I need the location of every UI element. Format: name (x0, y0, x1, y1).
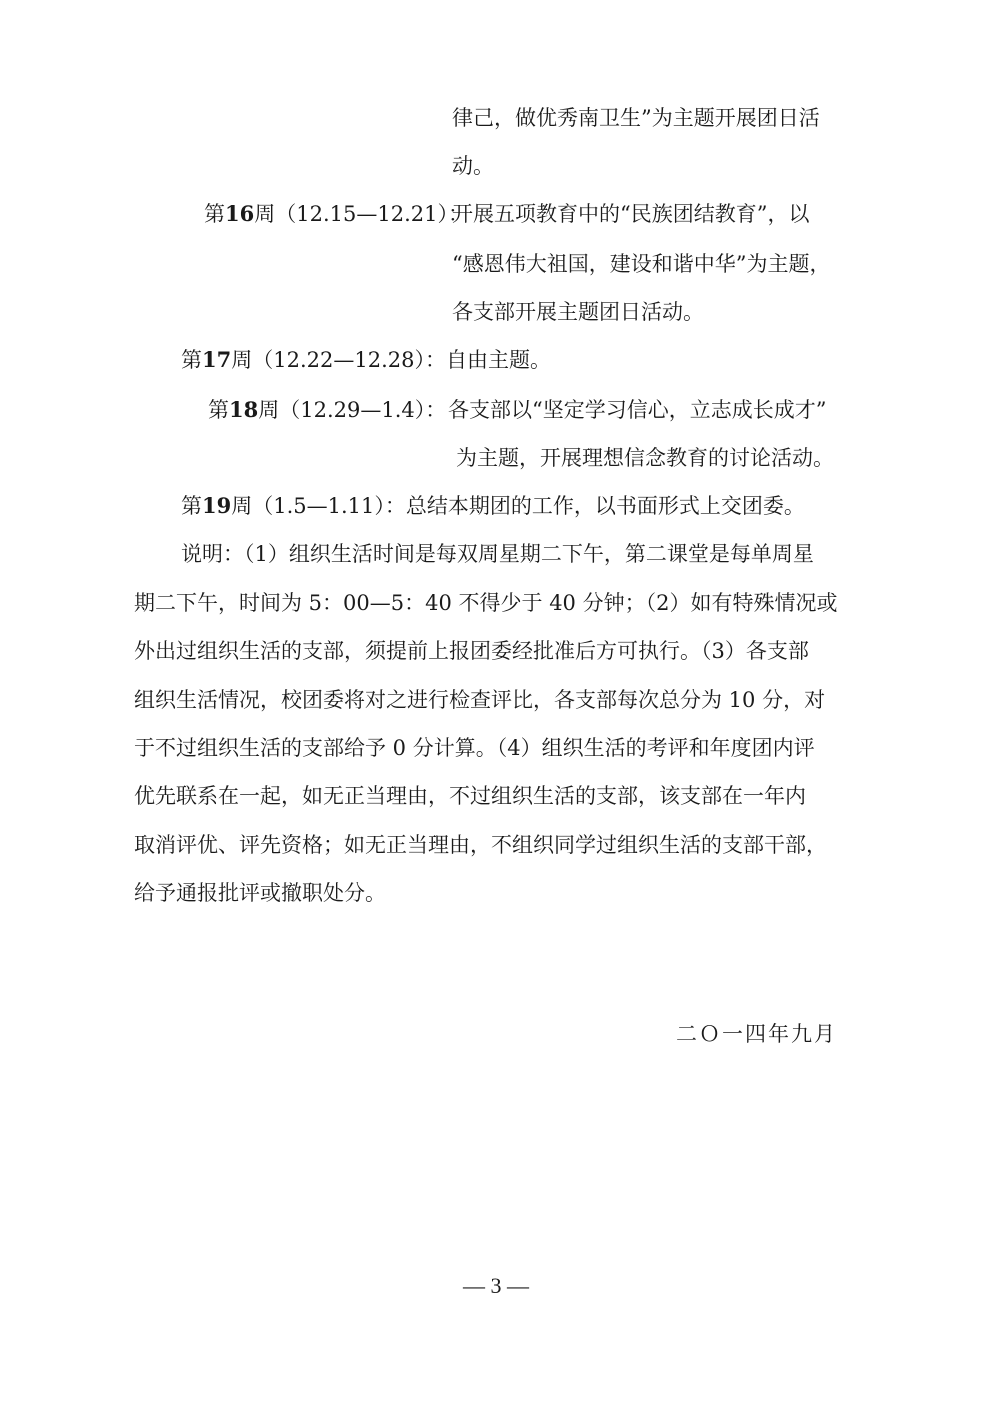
notes-line-6: 优先联系在一起，如无正当理由，不过组织生活的支部，该支部在一年内 (134, 784, 806, 808)
week19-number: 19 (202, 493, 232, 518)
week19-label: 第19周（1.5—1.11）：总结本期团的工作，以书面形式上交团委。 (181, 493, 805, 518)
week16-line1: 开展五项教育中的“民族团结教育”，以 (452, 202, 810, 226)
week16-label: 第16周（12.15—12.21）： (204, 201, 469, 226)
notes-line-7: 取消评优、评先资格；如无正当理由，不组织同学过组织生活的支部干部， (134, 833, 827, 857)
week18-label: 第18周（12.29—1.4）： (208, 397, 447, 422)
week15-line2: 动。 (452, 154, 494, 178)
notes-line-8: 给予通报批评或撤职处分。 (134, 881, 386, 905)
week19-line1: 总结本期团的工作，以书面形式上交团委。 (405, 494, 805, 518)
week16-number: 16 (225, 201, 255, 226)
week17-label: 第17周（12.22—12.28）：自由主题。 (181, 347, 551, 372)
week15-line1: 律己，做优秀南卫生”为主题开展团日活 (452, 106, 820, 130)
week18-number: 18 (229, 397, 259, 422)
notes-line-5: 于不过组织生活的支部给予 0 分计算。（4）组织生活的考评和年度团内评 (134, 736, 815, 760)
notes-line-1: 说明：（1）组织生活时间是每双周星期二下午，第二课堂是每单周星 (181, 542, 814, 566)
week18-line1: 各支部以“坚定学习信心，立志成长成才” (448, 398, 827, 422)
week18-line2: 为主题，开展理想信念教育的讨论活动。 (456, 446, 834, 470)
week16-line3: 各支部开展主题团日活动。 (452, 300, 704, 324)
notes-line-3: 外出过组织生活的支部，须提前上报团委经批准后方可执行。（3）各支部 (134, 639, 809, 663)
notes-line-4: 组织生活情况，校团委将对之进行检查评比，各支部每次总分为 10 分，对 (134, 688, 826, 712)
page-number: — 3 — (463, 1273, 529, 1298)
week17-number: 17 (202, 347, 232, 372)
week16-line2: “感恩伟大祖国，建设和谐中华”为主题， (452, 252, 831, 276)
footer-date: 二Ｏ一四年九月 (676, 1022, 837, 1046)
notes-line-2: 期二下午，时间为 5：00—5：40 不得少于 40 分钟；（2）如有特殊情况或 (134, 591, 838, 615)
week17-line1: 自由主题。 (445, 348, 551, 372)
